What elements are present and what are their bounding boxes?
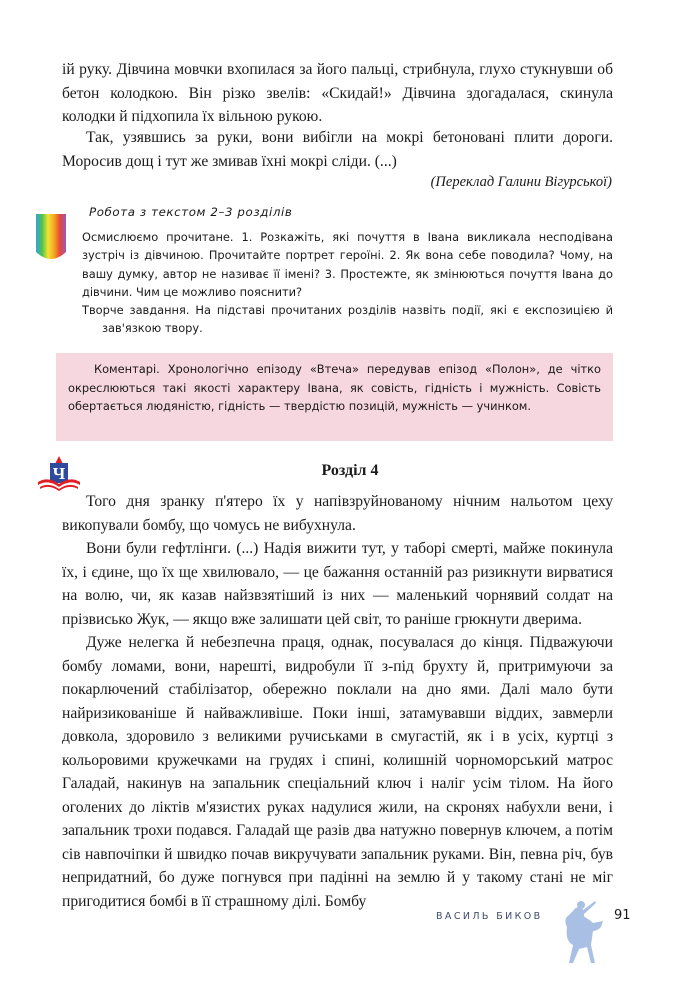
task-title: Робота з текстом 2–3 розділів bbox=[89, 205, 293, 219]
chapter-paragraph: Вони були гефтлінги. (...) Надія вижити тут, у таборі смерті, майже покинула їх, і єдине, що їх ще хвилювало, — це бажання останній раз ризикнути вирватися на волю, чи, як казав найзвзятіший із них — маленький чорнявий солдат на прізвисько Жук, — якщо вже залишати цей світ, то раніше грюкнути дверима. bbox=[62, 540, 613, 628]
chapter-paragraph: Дуже нелегка й небезпечна праця, однак, посувалася до кінця. Підважуючи бомбу ломами, вони, нарешті, видробули її з-під брухту й, притримуючи за покарлючений стабілізатор, обережно поклали на дно ями. Далі мало бути найризикованіше й найважливіше. Поки інші, затамувавши віддих, завмерли довкола, здоровило з великими ручиськами в смугастій, як і в усіх, куртці з кольоровими кружечками на грудях і спині, колишній чорноморський матрос Галадай, накинув на запальник спеціальний ключ і наліг усім тілом. На його оголених до ліктів м'язистих руках надулися жили, на скронях набухли вени, і запальник трохи подався. Галадай ще разів два натужно повернув ключем, а потім сів навпочіпки й швидко почав викручувати запальник руками. Він, певна річ, був непридатний, бо дуже погнувся при падінні на землю й у такому стані не міг пригодитися бомбі в її страшному ділі. Бомбу bbox=[62, 634, 613, 910]
task-comprehension: Осмислюємо прочитане. 1. Розкажіть, які почуття в Івана викликала несподівана зустріч із дівчиною. Прочитайте портрет героїні. 2. Як вона себе поводила? Чому, на вашу думку, автор не називає її імені? 3. Простежте, як змінюються почуття Івана до дівчини. Чим це можливо пояснити? bbox=[82, 230, 613, 299]
commentary-box: Коментарі. Хронологічно епізоду «Втеча» передував епізод «Полон», де чітко окреслюються такі якості характеру Івана, як совість, гідність і мужність. Совість обертається людяністю, гідність — твердістю позицій, мужність — учинком. bbox=[56, 353, 613, 441]
translator-credit: (Переклад Галини Вігурської) bbox=[430, 174, 612, 190]
story-paragraph: Так, узявшись за руки, вони вибігли на мокрі бетоновані плити дороги. Моросив дощ і тут же змивав їхні мокрі сліди. (...) bbox=[62, 129, 613, 170]
rainbow-shield-icon bbox=[34, 212, 68, 264]
page-number: 91 bbox=[614, 908, 631, 923]
task-creative: Творче завдання. На підставі прочитаних розділів назвіть події, які є експозицією й зав'язкою твору. bbox=[82, 303, 613, 336]
horse-rider-icon bbox=[551, 897, 609, 973]
footer-author: ВАСИЛЬ БИКОВ bbox=[436, 911, 543, 922]
story-paragraph: ій руку. Дівчина мовчки вхопилася за його пальці, стрибнула, глухо стукнувши об бетон колодкою. Він різко звелів: «Скидай!» Дівчина здогадалася, скинула колодки й підхопила їх вільною рукою. bbox=[62, 61, 613, 125]
svg-text:Ч: Ч bbox=[52, 464, 66, 483]
chapter-heading: Розділ 4 bbox=[321, 462, 379, 479]
chapter-paragraph: Того дня зранку п'ятеро їх у напівзруйнованому нічним нальотом цеху викопували бомбу, що чомусь не вибухнула. bbox=[62, 493, 613, 534]
